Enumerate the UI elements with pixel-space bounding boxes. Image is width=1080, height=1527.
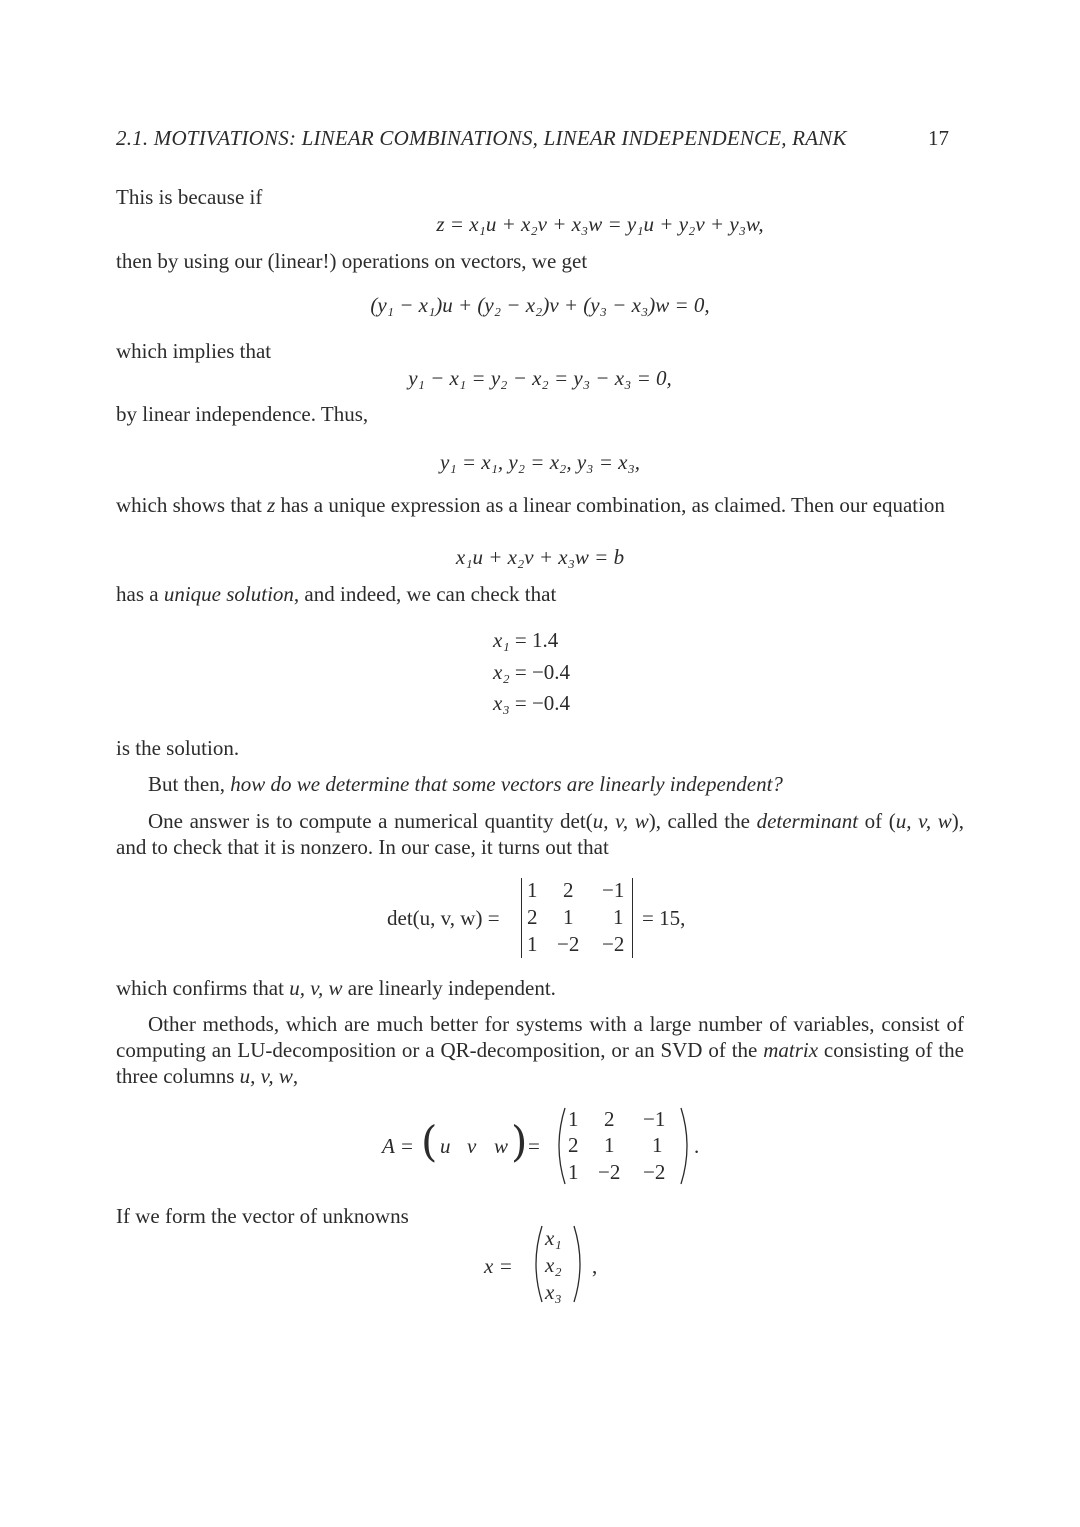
matrix-cell: 2 — [568, 1133, 579, 1157]
determinant-left-bar — [521, 878, 522, 958]
matrix-cell: 1 — [568, 1160, 579, 1184]
equation-z-expression: z = x₁u + x₂v + x₃w = y₁u + y₂v + y₃w, — [436, 212, 764, 236]
matrix-cell: 1 — [527, 932, 538, 956]
solution-row: x₃ = −0.4 — [493, 691, 571, 715]
running-header: 2.1. MOTIVATIONS: LINEAR COMBINATIONS, LINEAR INDEPENDENCE, RANK — [116, 126, 847, 150]
vector-entry: x₃ — [545, 1280, 562, 1304]
matrix-cell: 1 — [652, 1133, 663, 1157]
vector-x-comma: , — [592, 1254, 598, 1278]
matrix-cell: −2 — [602, 932, 625, 956]
matrix-cell: 2 — [527, 905, 538, 929]
matrix-cell: 1 — [613, 905, 624, 929]
solution-row: x₁ = 1.4 — [493, 628, 559, 652]
paragraph-implies: which implies that — [116, 339, 272, 363]
vector-entry: x₁ — [545, 1226, 562, 1250]
matrix-cell: −1 — [643, 1107, 666, 1131]
paragraph-question: But then, how do we determine that some vectors are linearly independent? — [148, 772, 783, 796]
equation-difference-sum: (y₁ − x₁)u + (y₂ − x₂)v + (y₃ − x₃)w = 0, — [370, 293, 710, 317]
determinant-right-bar — [632, 878, 633, 958]
vector-entry: x₂ — [545, 1253, 562, 1277]
equation-system: x₁u + x₂v + x₃w = b — [455, 545, 625, 569]
matrix-cell: 1 — [527, 878, 538, 902]
paragraph-intro: This is because if — [116, 185, 263, 209]
page-number: 17 — [928, 126, 949, 150]
paragraph-unique-expression: which shows that z has a unique expression as a linear combination, as claimed. Then our equation — [116, 493, 945, 517]
paragraph-confirms: which confirms that u, v, w are linearly independent. — [116, 976, 556, 1000]
matrix-a-period: . — [694, 1134, 700, 1158]
column-v: v — [467, 1134, 477, 1158]
paragraph-vector-unknowns: If we form the vector of unknowns — [116, 1204, 409, 1228]
matrix-cell: −1 — [602, 878, 625, 902]
left-paren: ( — [421, 1117, 438, 1166]
matrix-cell: 2 — [563, 878, 574, 902]
matrix-cell: −2 — [557, 932, 580, 956]
matrix-cell: 1 — [604, 1133, 615, 1157]
matrix-cell: −2 — [643, 1160, 666, 1184]
paragraph-other-methods: Other methods, which are much better for systems with a large number of variables, consist of computing an LU-decomposition or a QR-decomposition, or an SVD of the matrix consisting of the three columns u, v, w, — [116, 1012, 964, 1088]
matrix-cell: −2 — [598, 1160, 621, 1184]
determinant-rhs: = 15, — [642, 906, 686, 930]
column-w: w — [494, 1134, 509, 1158]
paragraph-independence: by linear independence. Thus, — [116, 402, 369, 426]
column-u: u — [440, 1134, 451, 1158]
matrix-cell: 1 — [563, 905, 574, 929]
right-paren: ) — [511, 1117, 528, 1166]
matrix-a-lhs: A = — [382, 1134, 414, 1158]
paragraph-is-solution: is the solution. — [116, 736, 240, 760]
equals-sign: = — [528, 1134, 540, 1158]
determinant-lhs: det(u, v, w) = — [387, 906, 500, 930]
paragraph-operations: then by using our (linear!) operations on vectors, we get — [116, 249, 588, 273]
matrix-cell: 1 — [568, 1107, 579, 1131]
equation-equalities: y₁ = x₁, y₂ = x₂, y₃ = x₃, — [440, 450, 640, 474]
equation-differences-zero: y₁ − x₁ = y₂ − x₂ = y₃ − x₃ = 0, — [408, 366, 672, 390]
vector-x-lhs: x = — [484, 1254, 513, 1278]
matrix-cell: 2 — [604, 1107, 615, 1131]
paragraph-unique-solution: has a unique solution, and indeed, we can check that — [116, 582, 557, 606]
solution-row: x₂ = −0.4 — [493, 660, 571, 684]
paragraph-determinant: One answer is to compute a numerical quantity det(u, v, w), called the determinant of (u, v, w), and to check that it is nonzero. In our case, it turns out that — [116, 809, 964, 859]
